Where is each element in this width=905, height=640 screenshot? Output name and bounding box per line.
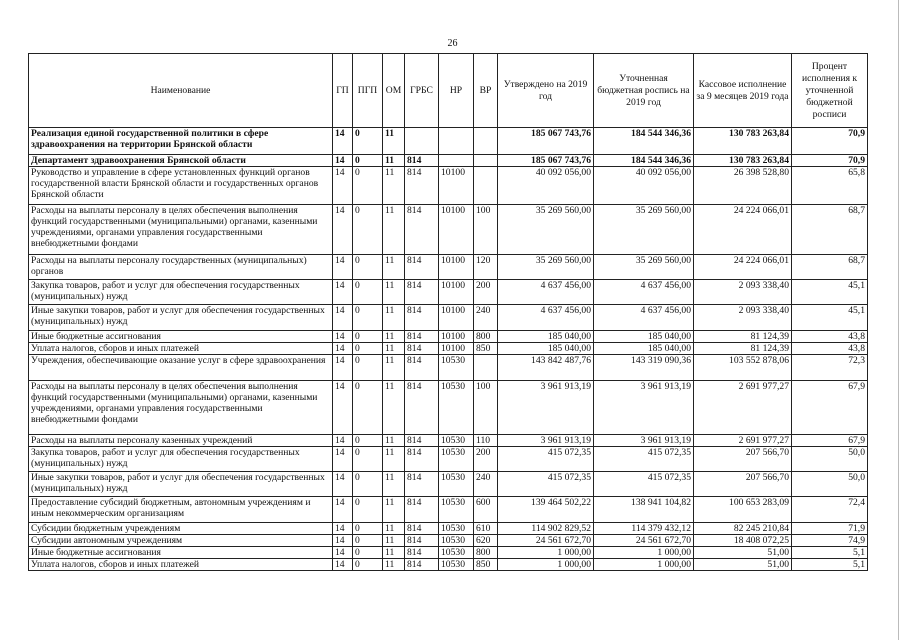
- refined-amount: 24 561 672,70: [594, 535, 694, 547]
- row-name: Иные бюджетные ассигнования: [29, 331, 333, 343]
- table-row: [29, 167, 868, 205]
- grbs-code: 814: [405, 472, 439, 497]
- gp-code: 14: [333, 205, 353, 255]
- grbs-code: 814: [405, 547, 439, 559]
- cash-execution-amount: 2 093 338,40: [694, 280, 792, 305]
- nr-code: [439, 155, 474, 167]
- header-nr: НР: [439, 54, 474, 128]
- nr-code: 10100: [439, 167, 474, 205]
- pgp-code: 0: [353, 447, 383, 472]
- nr-code: 10100: [439, 255, 474, 280]
- row-name: Субсидии бюджетным учреждениям: [29, 523, 333, 535]
- om-code: 11: [383, 535, 405, 547]
- row-name: Расходы на выплаты персоналу казенных учреждений: [29, 435, 333, 447]
- om-code: 11: [383, 355, 405, 381]
- refined-amount: 3 961 913,19: [594, 435, 694, 447]
- table-row: [29, 343, 868, 355]
- refined-amount: 184 544 346,36: [594, 128, 694, 155]
- gp-code: 14: [333, 331, 353, 343]
- header-approved: Утверждено на 2019 год: [498, 54, 594, 128]
- execution-percent: 72,3: [792, 355, 868, 381]
- nr-code: 10100: [439, 343, 474, 355]
- approved-amount: 185 040,00: [498, 343, 594, 355]
- refined-amount: 185 040,00: [594, 331, 694, 343]
- execution-percent: 43,8: [792, 343, 868, 355]
- vr-code: [474, 355, 498, 381]
- execution-percent: 68,7: [792, 255, 868, 280]
- nr-code: 10530: [439, 523, 474, 535]
- refined-amount: 415 072,35: [594, 472, 694, 497]
- execution-percent: 68,7: [792, 205, 868, 255]
- header-percent: Процент исполнения к уточненной бюджетной росписи: [792, 54, 868, 128]
- pgp-code: 0: [353, 331, 383, 343]
- vr-code: 200: [474, 447, 498, 472]
- grbs-code: 814: [405, 167, 439, 205]
- approved-amount: 3 961 913,19: [498, 381, 594, 435]
- om-code: 11: [383, 547, 405, 559]
- gp-code: 14: [333, 355, 353, 381]
- table-row: [29, 559, 868, 571]
- grbs-code: 814: [405, 559, 439, 571]
- table-row: [29, 523, 868, 535]
- nr-code: 10100: [439, 331, 474, 343]
- header-grbs: ГРБС: [405, 54, 439, 128]
- refined-amount: 35 269 560,00: [594, 205, 694, 255]
- om-code: 11: [383, 205, 405, 255]
- approved-amount: 415 072,35: [498, 472, 594, 497]
- gp-code: 14: [333, 447, 353, 472]
- pgp-code: 0: [353, 343, 383, 355]
- refined-amount: 184 544 346,36: [594, 155, 694, 167]
- om-code: 11: [383, 343, 405, 355]
- pgp-code: 0: [353, 128, 383, 155]
- table-row: [29, 205, 868, 255]
- om-code: 11: [383, 305, 405, 331]
- execution-percent: 70,9: [792, 155, 868, 167]
- approved-amount: 415 072,35: [498, 447, 594, 472]
- pgp-code: 0: [353, 155, 383, 167]
- cash-execution-amount: 100 653 283,09: [694, 497, 792, 523]
- pgp-code: 0: [353, 280, 383, 305]
- vr-code: 600: [474, 497, 498, 523]
- refined-amount: 4 637 456,00: [594, 280, 694, 305]
- grbs-code: 814: [405, 255, 439, 280]
- nr-code: 10530: [439, 435, 474, 447]
- refined-amount: 185 040,00: [594, 343, 694, 355]
- om-code: 11: [383, 155, 405, 167]
- approved-amount: 185 067 743,76: [498, 155, 594, 167]
- cash-execution-amount: 130 783 263,84: [694, 128, 792, 155]
- pgp-code: 0: [353, 305, 383, 331]
- vr-code: 100: [474, 205, 498, 255]
- om-code: 11: [383, 280, 405, 305]
- cash-execution-amount: 51,00: [694, 547, 792, 559]
- header-om: ОМ: [383, 54, 405, 128]
- table-row: [29, 280, 868, 305]
- pgp-code: 0: [353, 355, 383, 381]
- execution-percent: 72,4: [792, 497, 868, 523]
- gp-code: 14: [333, 547, 353, 559]
- nr-code: 10530: [439, 355, 474, 381]
- grbs-code: 814: [405, 355, 439, 381]
- pgp-code: 0: [353, 559, 383, 571]
- gp-code: 14: [333, 535, 353, 547]
- approved-amount: 1 000,00: [498, 547, 594, 559]
- table-row: [29, 547, 868, 559]
- cash-execution-amount: 130 783 263,84: [694, 155, 792, 167]
- refined-amount: 35 269 560,00: [594, 255, 694, 280]
- row-name: Учреждения, обеспечивающие оказание услуг в сфере здравоохранения: [29, 355, 333, 381]
- approved-amount: 35 269 560,00: [498, 255, 594, 280]
- header-cash-execution: Кассовое исполнение за 9 месяцев 2019 года: [694, 54, 792, 128]
- pgp-code: 0: [353, 547, 383, 559]
- header-name: Наименование: [29, 54, 333, 128]
- header-refined: Уточненная бюджетная роспись на 2019 год: [594, 54, 694, 128]
- nr-code: 10530: [439, 535, 474, 547]
- grbs-code: 814: [405, 205, 439, 255]
- header-gp: ГП: [333, 54, 353, 128]
- refined-amount: 1 000,00: [594, 559, 694, 571]
- grbs-code: [405, 128, 439, 155]
- refined-amount: 3 961 913,19: [594, 381, 694, 435]
- vr-code: 200: [474, 280, 498, 305]
- execution-percent: 67,9: [792, 381, 868, 435]
- om-code: 11: [383, 128, 405, 155]
- table-row: [29, 472, 868, 497]
- header-pgp: ПГП: [353, 54, 383, 128]
- nr-code: 10530: [439, 472, 474, 497]
- gp-code: 14: [333, 167, 353, 205]
- om-code: 11: [383, 447, 405, 472]
- table-header-row: [29, 54, 868, 128]
- row-name: Закупка товаров, работ и услуг для обеспечения государственных (муниципальных) нужд: [29, 447, 333, 472]
- row-name: Расходы на выплаты персоналу государственных (муниципальных) органов: [29, 255, 333, 280]
- cash-execution-amount: 103 552 878,06: [694, 355, 792, 381]
- table-row: [29, 255, 868, 280]
- row-name: Департамент здравоохранения Брянской области: [29, 155, 333, 167]
- grbs-code: 814: [405, 435, 439, 447]
- refined-amount: 138 941 104,82: [594, 497, 694, 523]
- table-row: [29, 128, 868, 155]
- refined-amount: 415 072,35: [594, 447, 694, 472]
- approved-amount: 4 637 456,00: [498, 305, 594, 331]
- pgp-code: 0: [353, 381, 383, 435]
- cash-execution-amount: 2 691 977,27: [694, 435, 792, 447]
- pgp-code: 0: [353, 535, 383, 547]
- vr-code: 620: [474, 535, 498, 547]
- om-code: 11: [383, 381, 405, 435]
- vr-code: [474, 128, 498, 155]
- pgp-code: 0: [353, 205, 383, 255]
- vr-code: 850: [474, 343, 498, 355]
- cash-execution-amount: 207 566,70: [694, 472, 792, 497]
- row-name: Реализация единой государственной политики в сфере здравоохранения на территории Брянской области: [29, 128, 333, 155]
- execution-percent: 65,8: [792, 167, 868, 205]
- cash-execution-amount: 26 398 528,80: [694, 167, 792, 205]
- om-code: 11: [383, 255, 405, 280]
- execution-percent: 67,9: [792, 435, 868, 447]
- cash-execution-amount: 51,00: [694, 559, 792, 571]
- nr-code: 10530: [439, 559, 474, 571]
- approved-amount: 4 637 456,00: [498, 280, 594, 305]
- row-name: Иные закупки товаров, работ и услуг для обеспечения государственных (муниципальных) нужд: [29, 305, 333, 331]
- execution-percent: 45,1: [792, 305, 868, 331]
- row-name: Уплата налогов, сборов и иных платежей: [29, 343, 333, 355]
- om-code: 11: [383, 523, 405, 535]
- om-code: 11: [383, 472, 405, 497]
- gp-code: 14: [333, 255, 353, 280]
- pgp-code: 0: [353, 435, 383, 447]
- pgp-code: 0: [353, 472, 383, 497]
- cash-execution-amount: 207 566,70: [694, 447, 792, 472]
- pgp-code: 0: [353, 497, 383, 523]
- gp-code: 14: [333, 381, 353, 435]
- vr-code: 120: [474, 255, 498, 280]
- pgp-code: 0: [353, 167, 383, 205]
- table-row: [29, 497, 868, 523]
- nr-code: 10100: [439, 305, 474, 331]
- execution-percent: 50,0: [792, 447, 868, 472]
- om-code: 11: [383, 331, 405, 343]
- table-row: [29, 305, 868, 331]
- nr-code: 10530: [439, 381, 474, 435]
- row-name: Иные бюджетные ассигнования: [29, 547, 333, 559]
- pgp-code: 0: [353, 523, 383, 535]
- cash-execution-amount: 2 691 977,27: [694, 381, 792, 435]
- grbs-code: 814: [405, 447, 439, 472]
- vr-code: [474, 167, 498, 205]
- refined-amount: 1 000,00: [594, 547, 694, 559]
- vr-code: 800: [474, 331, 498, 343]
- nr-code: 10100: [439, 280, 474, 305]
- approved-amount: 114 902 829,52: [498, 523, 594, 535]
- row-name: Расходы на выплаты персоналу в целях обеспечения выполнения функций государственными (муниципальными) органами, казенными учреждениями, органами управления государственными внебюджетными фондами: [29, 381, 333, 435]
- approved-amount: 3 961 913,19: [498, 435, 594, 447]
- page-number: 26: [447, 38, 458, 49]
- execution-percent: 43,8: [792, 331, 868, 343]
- gp-code: 14: [333, 305, 353, 331]
- vr-code: 610: [474, 523, 498, 535]
- grbs-code: 814: [405, 305, 439, 331]
- approved-amount: 185 040,00: [498, 331, 594, 343]
- approved-amount: 1 000,00: [498, 559, 594, 571]
- gp-code: 14: [333, 497, 353, 523]
- refined-amount: 4 637 456,00: [594, 305, 694, 331]
- gp-code: 14: [333, 435, 353, 447]
- vr-code: 240: [474, 472, 498, 497]
- nr-code: 10530: [439, 447, 474, 472]
- budget-execution-table: [28, 53, 868, 571]
- execution-percent: 45,1: [792, 280, 868, 305]
- execution-percent: 50,0: [792, 472, 868, 497]
- gp-code: 14: [333, 523, 353, 535]
- execution-percent: 5,1: [792, 547, 868, 559]
- row-name: Уплата налогов, сборов и иных платежей: [29, 559, 333, 571]
- om-code: 11: [383, 435, 405, 447]
- gp-code: 14: [333, 280, 353, 305]
- table-row: [29, 355, 868, 381]
- table-row: [29, 535, 868, 547]
- approved-amount: 143 842 487,76: [498, 355, 594, 381]
- cash-execution-amount: 81 124,39: [694, 343, 792, 355]
- cash-execution-amount: 24 224 066,01: [694, 205, 792, 255]
- approved-amount: 185 067 743,76: [498, 128, 594, 155]
- vr-code: 850: [474, 559, 498, 571]
- cash-execution-amount: 81 124,39: [694, 331, 792, 343]
- approved-amount: 139 464 502,22: [498, 497, 594, 523]
- grbs-code: 814: [405, 331, 439, 343]
- execution-percent: 71,9: [792, 523, 868, 535]
- scan-edge-divider: [898, 0, 899, 640]
- cash-execution-amount: 24 224 066,01: [694, 255, 792, 280]
- header-vr: ВР: [474, 54, 498, 128]
- nr-code: 10530: [439, 497, 474, 523]
- execution-percent: 74,9: [792, 535, 868, 547]
- table-row: [29, 155, 868, 167]
- approved-amount: 24 561 672,70: [498, 535, 594, 547]
- vr-code: 800: [474, 547, 498, 559]
- pgp-code: 0: [353, 255, 383, 280]
- refined-amount: 143 319 090,36: [594, 355, 694, 381]
- execution-percent: 70,9: [792, 128, 868, 155]
- gp-code: 14: [333, 472, 353, 497]
- grbs-code: 814: [405, 343, 439, 355]
- cash-execution-amount: 2 093 338,40: [694, 305, 792, 331]
- grbs-code: 814: [405, 497, 439, 523]
- table-row: [29, 447, 868, 472]
- row-name: Иные закупки товаров, работ и услуг для обеспечения государственных (муниципальных) нужд: [29, 472, 333, 497]
- vr-code: 100: [474, 381, 498, 435]
- table-row: [29, 381, 868, 435]
- gp-code: 14: [333, 559, 353, 571]
- nr-code: [439, 128, 474, 155]
- vr-code: 110: [474, 435, 498, 447]
- grbs-code: 814: [405, 535, 439, 547]
- gp-code: 14: [333, 128, 353, 155]
- cash-execution-amount: 18 408 072,25: [694, 535, 792, 547]
- execution-percent: 5,1: [792, 559, 868, 571]
- grbs-code: 814: [405, 523, 439, 535]
- refined-amount: 114 379 432,12: [594, 523, 694, 535]
- nr-code: 10530: [439, 547, 474, 559]
- refined-amount: 40 092 056,00: [594, 167, 694, 205]
- row-name: Руководство и управление в сфере установленных функций органов государственной власти Брянской области и государственных органов Брянской области: [29, 167, 333, 205]
- grbs-code: 814: [405, 155, 439, 167]
- om-code: 11: [383, 167, 405, 205]
- row-name: Расходы на выплаты персоналу в целях обеспечения выполнения функций государственными (муниципальными) органами, казенными учреждениями, органами управления государственными внебюджетными фондами: [29, 205, 333, 255]
- vr-code: [474, 155, 498, 167]
- gp-code: 14: [333, 343, 353, 355]
- vr-code: 240: [474, 305, 498, 331]
- row-name: Закупка товаров, работ и услуг для обеспечения государственных (муниципальных) нужд: [29, 280, 333, 305]
- nr-code: 10100: [439, 205, 474, 255]
- om-code: 11: [383, 559, 405, 571]
- row-name: Субсидии автономным учреждениям: [29, 535, 333, 547]
- table-row: [29, 331, 868, 343]
- approved-amount: 40 092 056,00: [498, 167, 594, 205]
- table-body: [29, 128, 868, 571]
- cash-execution-amount: 82 245 210,84: [694, 523, 792, 535]
- table-row: [29, 435, 868, 447]
- approved-amount: 35 269 560,00: [498, 205, 594, 255]
- gp-code: 14: [333, 155, 353, 167]
- om-code: 11: [383, 497, 405, 523]
- row-name: Предоставление субсидий бюджетным, автономным учреждениям и иным некоммерческим организациям: [29, 497, 333, 523]
- grbs-code: 814: [405, 381, 439, 435]
- grbs-code: 814: [405, 280, 439, 305]
